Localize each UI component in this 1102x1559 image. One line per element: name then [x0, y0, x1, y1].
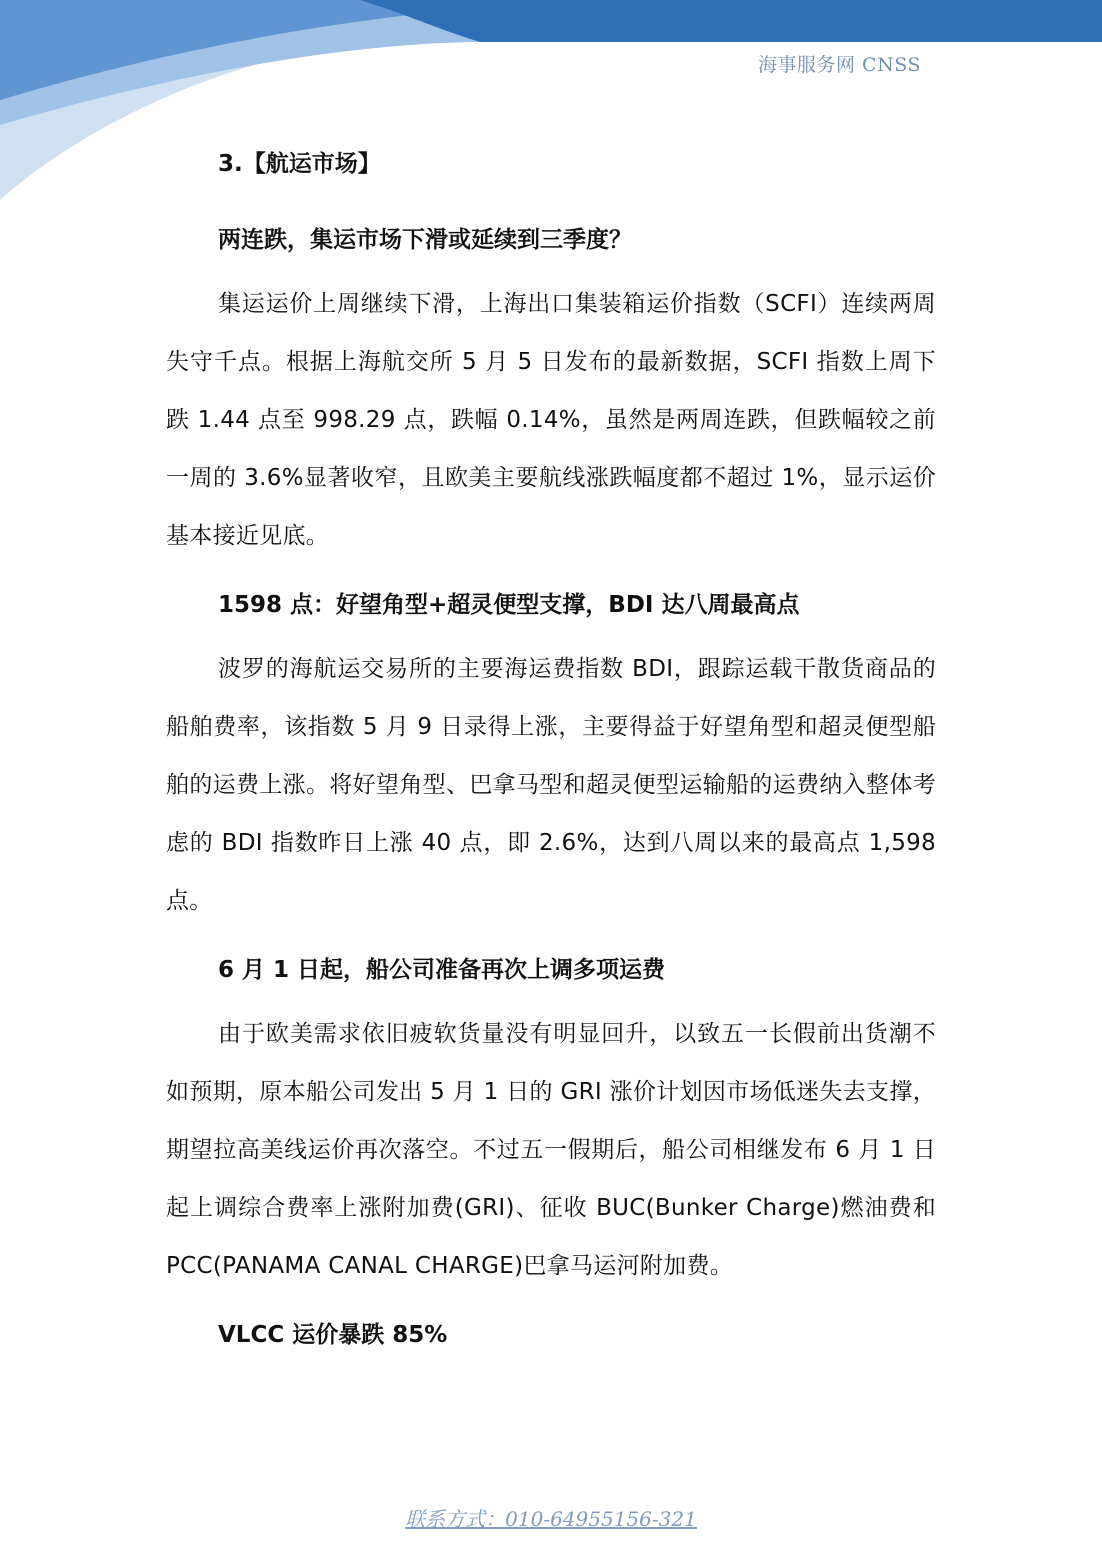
- article-body: 波罗的海航运交易所的主要海运费指数 BDI，跟踪运载干散货商品的船舶费率，该指数 5 月 9 日录得上涨，主要得益于好望角型和超灵便型船舶的运费上涨。将好望角型、巴拿马型和超灵便型运输船的运费纳入整体考虑的 BDI 指数昨日上涨 40 点，即 2.6%，达到八周以来的最高点 1,598 点。: [166, 656, 936, 914]
- article-heading: 1598 点：好望角型+超灵便型支撑，BDI 达八周最高点: [218, 592, 800, 618]
- article-heading: 两连跌，集运市场下滑或延续到三季度？: [218, 227, 632, 253]
- article-heading: 6 月 1 日起，船公司准备再次上调多项运费: [218, 957, 666, 983]
- article-body: 由于欧美需求依旧疲软货量没有明显回升，以致五一长假前出货潮不如预期，原本船公司发出 5 月 1 日的 GRI 涨价计划因市场低迷失去支撑，期望拉高美线运价再次落空。不过五一假期后，船公司相继发布 6 月 1 日起上调综合费率上涨附加费(GRI)、征收 BUC(Bunker Charge)燃油费和 PCC(PANAMA CANAL CHARGE)巴拿马运河附加费。: [166, 1021, 936, 1279]
- footer-contact[interactable]: 联系方式：010-64955156-321: [405, 1507, 697, 1531]
- document-content: [166, 140, 936, 1357]
- section-title: 3.【航运市场】: [218, 151, 381, 177]
- site-name: 海事服务网 CNSS: [758, 54, 921, 76]
- article-heading: VLCC 运价暴跌 85%: [218, 1322, 448, 1348]
- article-body: 集运运价上周继续下滑，上海出口集装箱运价指数（SCFI）连续两周失守千点。根据上海航交所 5 月 5 日发布的最新数据，SCFI 指数上周下跌 1.44 点至 998.29 点，跌幅 0.14%，虽然是两周连跌，但跌幅较之前一周的 3.6%显著收窄，且欧美主要航线涨跌幅度都不超过 1%，显示运价基本接近见底。: [166, 291, 936, 549]
